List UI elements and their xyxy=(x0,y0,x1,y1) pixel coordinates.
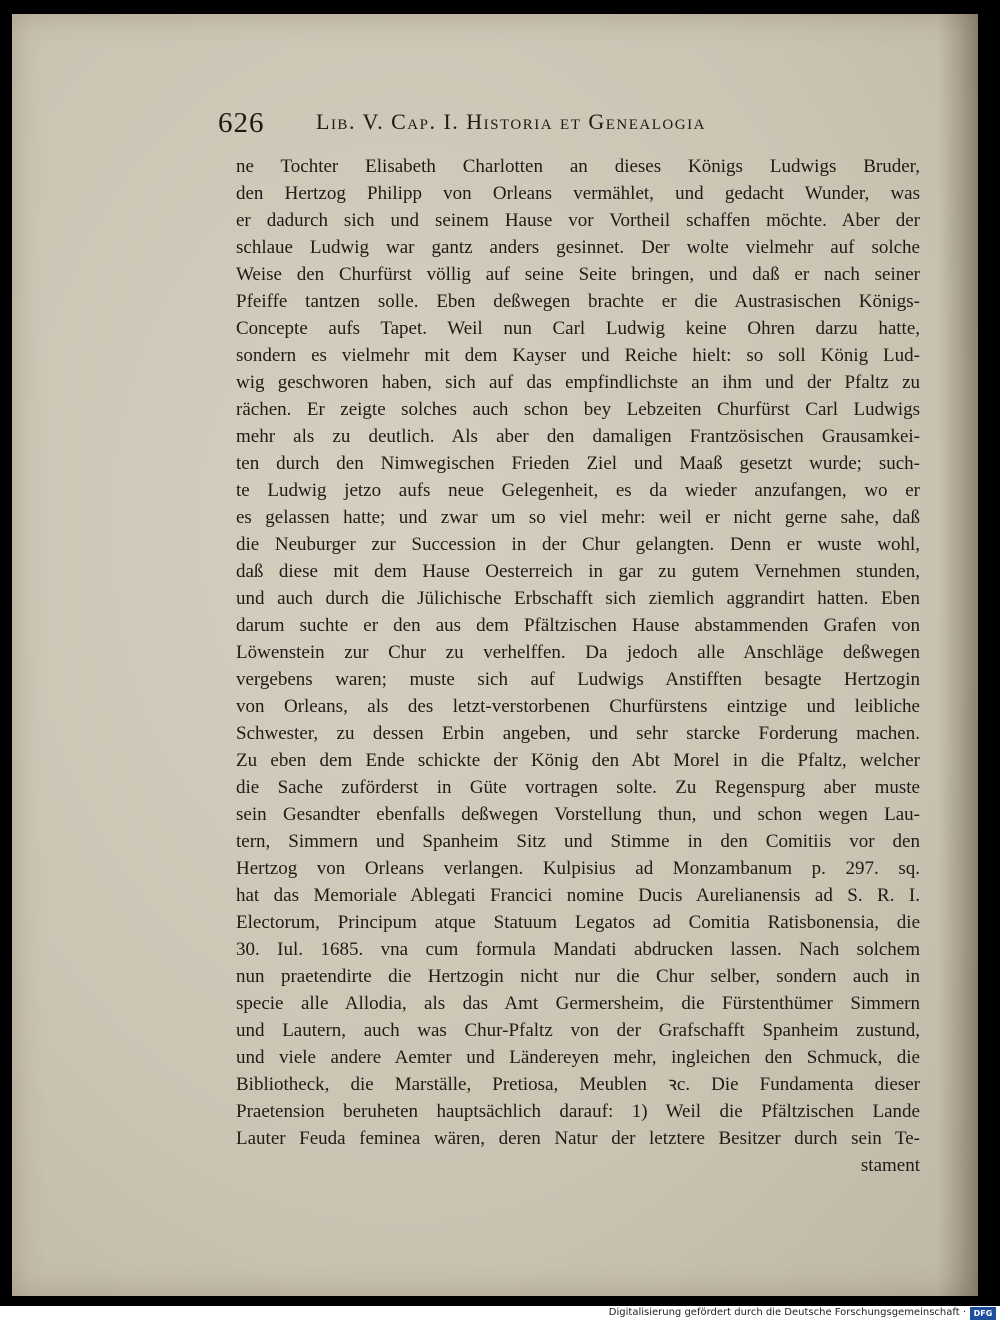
text-line: Praetension beruheten hauptsächlich darauf: 1) Weil die Pfältzischen Lande xyxy=(236,1101,920,1122)
text-line: vergebens waren; muste sich auf Ludwigs Anstifften besagte Hertzogin xyxy=(236,669,920,690)
text-line: von Orleans, als des letzt-verstorbenen Churfürstens eintzige und leibliche xyxy=(236,696,920,717)
text-line: ne Tochter Elisabeth Charlotten an dieses Königs Ludwigs Bruder, xyxy=(236,156,920,177)
text-line: wig geschworen haben, sich auf das empfindlichste an ihm und der Pfaltz zu xyxy=(236,372,920,393)
text-line: Concepte aufs Tapet. Weil nun Carl Ludwig keine Ohren darzu hatte, xyxy=(236,318,920,339)
text-line: tern, Simmern und Spanheim Sitz und Stimme in den Comitiis vor den xyxy=(236,831,920,852)
page-header xyxy=(218,103,838,143)
text-line: specie alle Allodia, als das Amt Germersheim, die Fürstenthümer Simmern xyxy=(236,993,920,1014)
footer-bar xyxy=(0,1306,1000,1323)
text-line: die Neuburger zur Succession in der Chur gelangten. Denn er wuste wohl, xyxy=(236,534,920,555)
text-line: Weise den Churfürst völlig auf seine Seite bringen, und daß er nach seiner xyxy=(236,264,920,285)
page-number: 626 xyxy=(218,107,265,139)
text-line: und Lautern, auch was Chur-Pfaltz von der Grafschafft Spanheim zustund, xyxy=(236,1020,920,1041)
text-line: Schwester, zu dessen Erbin angeben, und sehr starcke Forderung machen. xyxy=(236,723,920,744)
text-line: ten durch den Nimwegischen Frieden Ziel und Maaß gesetzt wurde; such- xyxy=(236,453,920,474)
text-line: die Sache zuförderst in Güte vortragen solte. Zu Regenspurg aber muste xyxy=(236,777,920,798)
text-line: und viele andere Aemter und Ländereyen mehr, ingleichen den Schmuck, die xyxy=(236,1047,920,1068)
text-line: Lauter Feuda feminea wären, deren Natur der letztere Besitzer durch sein Te- xyxy=(236,1128,920,1149)
text-line: Bibliotheck, die Marställe, Pretiosa, Meublen ꝛc. Die Fundamenta dieser xyxy=(236,1074,920,1095)
body-text xyxy=(236,153,920,1179)
text-line: hat das Memoriale Ablegati Francici nomine Ducis Aurelianensis ad S. R. I. xyxy=(236,885,920,906)
text-line: es gelassen hatte; und zwar um so viel mehr: weil er nicht gerne sahe, daß xyxy=(236,507,920,528)
text-line: darum suchte er den aus dem Pfältzischen Hause abstammenden Grafen von xyxy=(236,615,920,636)
text-line: Zu eben dem Ende schickte der König den Abt Morel in die Pfaltz, welcher xyxy=(236,750,920,771)
text-line: Electorum, Principum atque Statuum Legatos ad Comitia Ratisbonensia, die xyxy=(236,912,920,933)
text-line: stament xyxy=(860,1155,920,1176)
text-line: sein Gesandter ebenfalls deßwegen Vorstellung thun, und schon wegen Lau- xyxy=(236,804,920,825)
text-line: nun praetendirte die Hertzogin nicht nur die Chur selber, sondern auch in xyxy=(236,966,920,987)
text-line: te Ludwig jetzo aufs neue Gelegenheit, es da wieder anzufangen, wo er xyxy=(236,480,920,501)
text-line: mehr als zu deutlich. Als aber den damaligen Frantzösischen Grausamkei- xyxy=(236,426,920,447)
text-line: rächen. Er zeigte solches auch schon bey Lebzeiten Churfürst Carl Ludwigs xyxy=(236,399,920,420)
text-line: Hertzog von Orleans verlangen. Kulpisius ad Monzambanum p. 297. sq. xyxy=(236,858,920,879)
text-line: schlaue Ludwig war gantz anders gesinnet. Der wolte vielmehr auf solche xyxy=(236,237,920,258)
text-line: sondern es vielmehr mit dem Kayser und Reiche hielt: so soll König Lud- xyxy=(236,345,920,366)
text-line: daß diese mit dem Hause Oesterreich in gar zu gutem Vernehmen stunden, xyxy=(236,561,920,582)
page-spine-shadow xyxy=(938,14,978,1296)
text-line: 30. Iul. 1685. vna cum formula Mandati abdrucken lassen. Nach solchem xyxy=(236,939,920,960)
running-title: Lib. V. Cap. I. Historia et Genealogia xyxy=(316,109,706,134)
text-line: er dadurch sich und seinem Hause vor Vortheil schaffen möchte. Aber der xyxy=(236,210,920,231)
text-line: Pfeiffe tantzen solle. Eben deßwegen brachte er die Austrasischen Königs- xyxy=(236,291,920,312)
text-line: und auch durch die Jülichische Erbschafft sich ziemlich aggrandirt hatten. Eben xyxy=(236,588,920,609)
text-line: den Hertzog Philipp von Orleans vermählet, und gedacht Wunder, was xyxy=(236,183,920,204)
dfg-logo: DFG xyxy=(970,1307,996,1320)
text-line: Löwenstein zur Chur zu verhelffen. Da jedoch alle Anschläge deßwegen xyxy=(236,642,920,663)
digitization-credit: Digitalisierung gefördert durch die Deutsche Forschungsgemeinschaft · xyxy=(608,1307,966,1318)
